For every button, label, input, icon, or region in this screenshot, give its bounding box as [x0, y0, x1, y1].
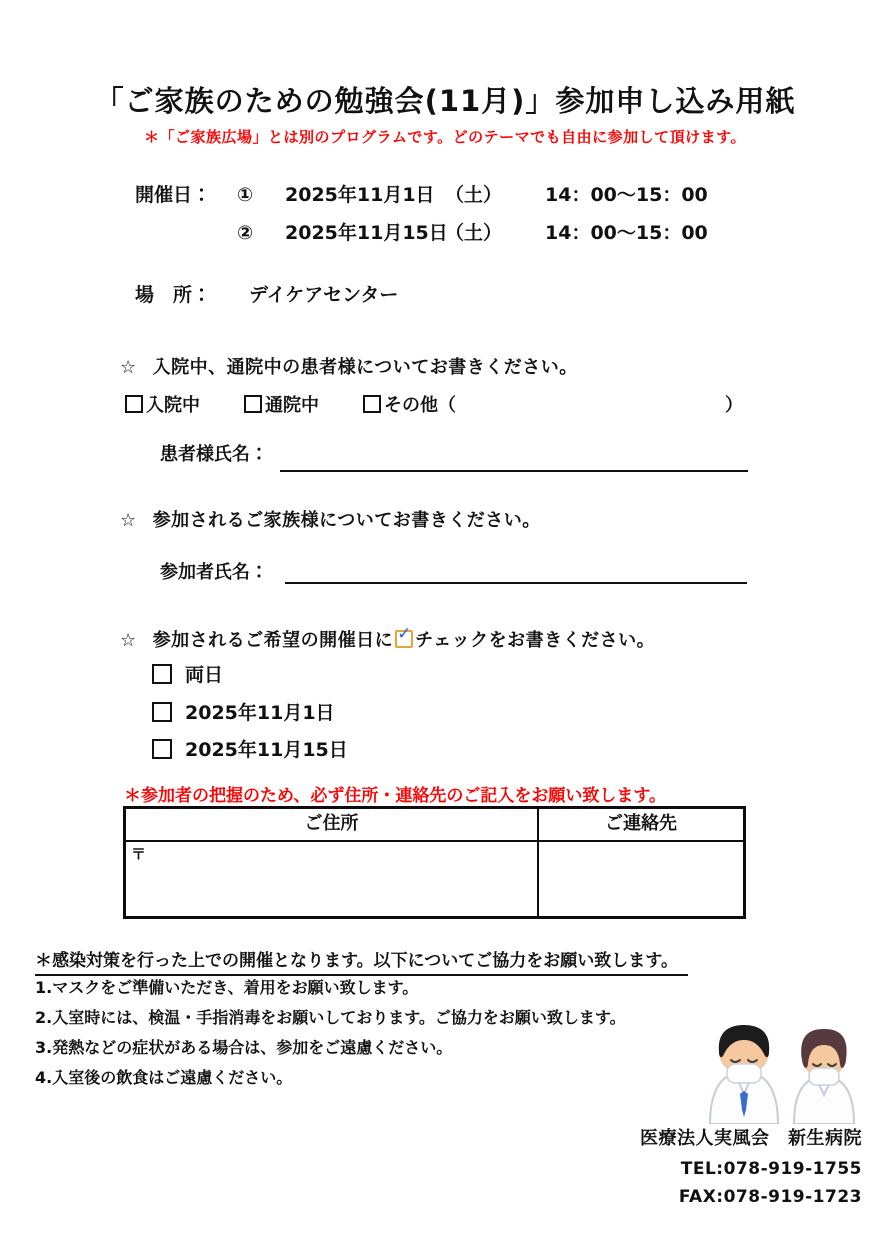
choice-nov-1-label: 2025年11月1日	[185, 702, 335, 724]
hospital-fax: FAX:078-919-1723	[678, 1187, 862, 1207]
schedule-day-1: （土）	[445, 184, 503, 206]
star-icon: ☆	[120, 357, 137, 378]
contact-table	[123, 806, 746, 919]
choice-nov-15[interactable]	[152, 735, 348, 762]
option-inpatient[interactable]	[125, 391, 200, 417]
schedule-date-2: 2025年11月15日	[285, 222, 448, 244]
family-heading-text: 参加されるご家族様についてお書きください。	[152, 510, 541, 531]
schedule-row-1	[135, 180, 708, 204]
close-paren: ）	[725, 395, 743, 416]
circled-two-icon: ②	[237, 222, 254, 244]
date-heading-before: 参加されるご希望の開催日に	[152, 630, 394, 651]
contact-column-header: ご連絡先	[605, 813, 677, 834]
place-row	[135, 280, 398, 307]
precaution-item-2: 2.入室時には、検温・手指消毒をお願いしております。ご協力をお願い致します。	[35, 1008, 626, 1027]
patient-section-heading	[120, 353, 578, 379]
page-title: 「ご家族のための勉強会(11月)」参加申し込み用紙	[94, 84, 796, 119]
contact-table-body	[126, 842, 743, 916]
date-heading-after: チェックをお書きください。	[415, 630, 656, 651]
option-other[interactable]	[363, 391, 456, 417]
patient-heading-text: 入院中、通院中の患者様についてお書きください。	[152, 357, 578, 378]
footer	[640, 1124, 862, 1215]
contact-table-header	[126, 809, 743, 842]
checkbox-inpatient[interactable]	[125, 395, 143, 413]
hospital-name: 医療法人実風会 新生病院	[640, 1128, 862, 1149]
contact-input-cell[interactable]	[539, 842, 743, 916]
checkbox-both-days[interactable]	[152, 664, 172, 684]
option-outpatient[interactable]	[244, 391, 319, 417]
choice-both-days-label: 両日	[185, 664, 224, 686]
precautions-list	[35, 977, 775, 1097]
checkbox-other[interactable]	[363, 395, 381, 413]
option-outpatient-label: 通院中	[265, 395, 319, 416]
participant-name-field[interactable]	[285, 558, 747, 584]
schedule-section	[135, 180, 708, 256]
option-other-label: その他（	[384, 395, 456, 416]
checkbox-outpatient[interactable]	[244, 395, 262, 413]
star-icon: ☆	[120, 510, 137, 531]
checkbox-nov-1[interactable]	[152, 702, 172, 722]
checked-box-icon	[395, 624, 413, 648]
contact-required-note: ＊参加者の把握のため、必ず住所・連絡先のご記入をお願い致します。	[124, 786, 666, 806]
checkbox-nov-15[interactable]	[152, 739, 172, 759]
precaution-item-4: 4.入室後の飲食はご遠慮ください。	[35, 1068, 293, 1087]
option-inpatient-label: 入院中	[146, 395, 200, 416]
date-section-heading	[120, 626, 655, 652]
male-doctor-figure	[710, 1025, 778, 1124]
precaution-item-1: 1.マスクをご準備いただき、着用をお願い致します。	[35, 978, 419, 997]
schedule-row-2	[135, 218, 708, 242]
schedule-day-2: （土）	[445, 222, 503, 244]
patient-name-field[interactable]	[280, 446, 748, 472]
place-label: 場 所：	[135, 284, 212, 306]
bowing-medical-staff-illustration	[698, 1018, 866, 1124]
choice-nov-1[interactable]	[152, 698, 335, 725]
choice-nov-15-label: 2025年11月15日	[185, 739, 348, 761]
female-nurse-figure	[794, 1029, 854, 1124]
schedule-date-1: 2025年11月1日	[285, 184, 435, 206]
address-column-header: ご住所	[126, 809, 539, 840]
participant-name-label: 参加者氏名：	[160, 562, 268, 583]
program-note: ＊「ご家族広場」とは別のプログラムです。どのテーマでも自由に参加して頂けます。	[144, 128, 746, 146]
place-value: デイケアセンター	[249, 284, 399, 306]
patient-name-label: 患者様氏名：	[160, 444, 268, 465]
check-mark-icon: ✓	[397, 624, 412, 644]
precaution-item-3: 3.発熱などの症状がある場合は、参加をご遠慮ください。	[35, 1038, 453, 1057]
schedule-label: 開催日：	[135, 184, 212, 206]
family-section-heading	[120, 506, 541, 532]
precautions-heading: ＊感染対策を行った上での開催となります。以下についてご協力をお願い致します。	[35, 946, 688, 976]
circled-one-icon: ①	[237, 184, 254, 206]
schedule-time-2: 14：00～15：00	[545, 222, 708, 244]
patient-status-options	[125, 391, 743, 417]
postal-mark: 〒	[131, 845, 147, 863]
hospital-tel: TEL:078-919-1755	[680, 1159, 862, 1179]
star-icon: ☆	[120, 630, 137, 651]
address-input-cell[interactable]	[126, 842, 539, 916]
schedule-time-1: 14：00～15：00	[545, 184, 708, 206]
choice-both-days[interactable]	[152, 660, 223, 687]
